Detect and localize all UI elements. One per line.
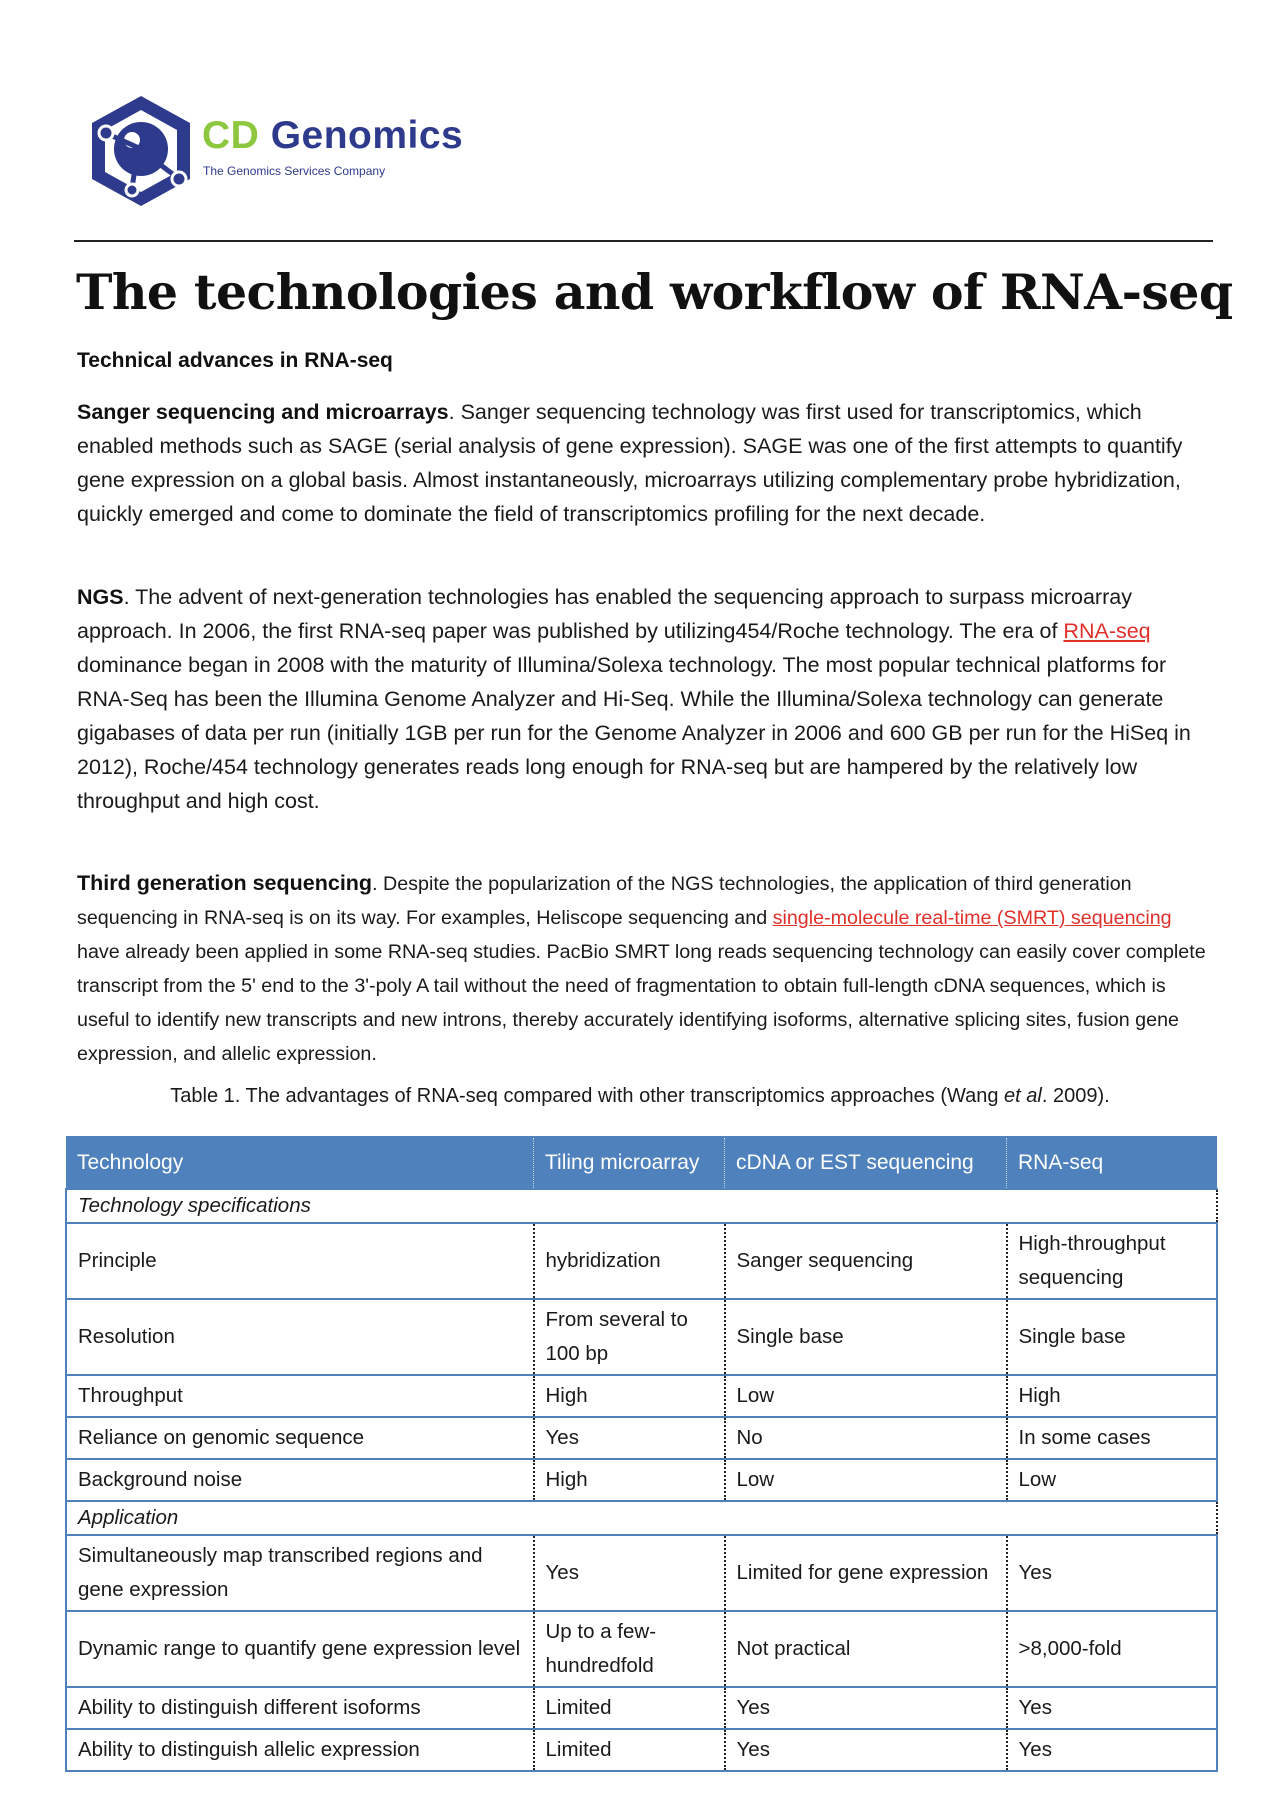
table-header-row — [66, 1137, 1217, 1189]
paragraph-text: dominance began in 2008 with the maturity of Illumina/Solexa technology. The most popular technical platforms for RNA-Seq has been the Illumina Genome Analyzer and Hi-Seq. While the Illumina/Solexa technology can generate gigabases of data per run (initially 1GB per run for the Genome Analyzer in 2006 and 600 GB per run for the HiSeq in 2012), Roche/454 technology generates reads long enough for RNA-seq but are hampered by the relatively low throughput and high cost. — [77, 653, 1191, 813]
column-header: RNA-seq — [1007, 1137, 1218, 1189]
table-cell: Low — [725, 1375, 1007, 1417]
category-label: Application — [66, 1501, 1217, 1535]
paragraph-text: have already been applied in some RNA-seq studies. PacBio SMRT long reads sequencing technology can easily cover complete transcript from the 5' end to the 3'-poly A tail without the need of fragmentation to obtain full-length cDNA sequences, which is useful to identify new transcripts and new introns, thereby accurately identifying isoforms, alternative splicing sites, fusion gene expression, and allelic expression. — [77, 941, 1206, 1065]
page-title: The technologies and workflow of RNA-seq — [76, 263, 1233, 321]
table-cell: Throughput — [66, 1375, 534, 1417]
column-header: Technology — [66, 1137, 534, 1189]
smrt-sequencing-link[interactable]: single-molecule real-time (SMRT) sequencing — [772, 907, 1172, 929]
table-cell: Background noise — [66, 1459, 534, 1501]
table-row — [66, 1459, 1217, 1501]
table-cell: High-throughput sequencing — [1007, 1223, 1218, 1299]
table-cell: Yes — [534, 1535, 725, 1611]
table-cell: Up to a few-hundredfold — [534, 1611, 725, 1687]
paragraph-lead: NGS — [77, 585, 124, 609]
paragraph-text: . Despite the popularization of the NGS technologies, the application of third generation sequencing in RNA-seq is on its way. For examples, Heliscope sequencing and — [77, 873, 1132, 929]
brand-tagline: The Genomics Services Company — [203, 164, 386, 178]
table-row — [66, 1687, 1217, 1729]
table-cell: Yes — [725, 1729, 1007, 1771]
table-row — [66, 1375, 1217, 1417]
table-cell: hybridization — [534, 1223, 725, 1299]
paragraph-sanger — [77, 395, 1217, 531]
table-category-row — [66, 1189, 1217, 1223]
table-cell: Limited — [534, 1729, 725, 1771]
table-cell: Low — [1007, 1459, 1218, 1501]
table-cell: Yes — [725, 1687, 1007, 1729]
table-cell: Sanger sequencing — [725, 1223, 1007, 1299]
paragraph-lead: Third generation sequencing — [77, 871, 373, 895]
column-header: cDNA or EST sequencing — [725, 1137, 1007, 1189]
table-cell: Single base — [1007, 1299, 1218, 1375]
paragraph-ngs — [77, 580, 1217, 818]
table-cell: Limited for gene expression — [725, 1535, 1007, 1611]
table-cell: Single base — [725, 1299, 1007, 1375]
table-cell: Ability to distinguish allelic expression — [66, 1729, 534, 1771]
table-cell: Yes — [1007, 1535, 1218, 1611]
table-cell: Dynamic range to quantify gene expression level — [66, 1611, 534, 1687]
table-cell: Yes — [534, 1417, 725, 1459]
category-label: Technology specifications — [66, 1189, 1217, 1223]
table-row — [66, 1417, 1217, 1459]
logo-hexagon-icon — [86, 92, 196, 210]
paragraph-text: . Sanger sequencing technology was first used for transcriptomics, which enabled methods such as SAGE (serial analysis of gene expression). SAGE was one of the first attempts to quantify gene expression on a global basis. Almost instantaneously, microarrays utilizing complementary probe hybridization, quickly emerged and come to dominate the field of transcriptomics profiling for the next decade. — [77, 400, 1183, 526]
table-cell: Limited — [534, 1687, 725, 1729]
table-cell: Resolution — [66, 1299, 534, 1375]
table-cell: From several to 100 bp — [534, 1299, 725, 1375]
table-cell: High — [1007, 1375, 1218, 1417]
table-caption: Table 1. The advantages of RNA-seq compared with other transcriptomics approaches (Wang et al. 2009). — [170, 1085, 1110, 1107]
table-cell: Yes — [1007, 1729, 1218, 1771]
table-cell: Simultaneously map transcribed regions and gene expression — [66, 1535, 534, 1611]
table-row — [66, 1299, 1217, 1375]
table-cell: >8,000-fold — [1007, 1611, 1218, 1687]
comparison-table — [65, 1136, 1218, 1772]
company-logo[interactable] — [86, 92, 526, 210]
table-row — [66, 1611, 1217, 1687]
table-cell: High — [534, 1459, 725, 1501]
table-cell: In some cases — [1007, 1417, 1218, 1459]
column-header: Tiling microarray — [534, 1137, 725, 1189]
table-cell: No — [725, 1417, 1007, 1459]
table-cell: Low — [725, 1459, 1007, 1501]
header-divider — [74, 240, 1213, 242]
table-row — [66, 1535, 1217, 1611]
paragraph-lead: Sanger sequencing and microarrays — [77, 400, 449, 424]
section-heading: Technical advances in RNA-seq — [77, 349, 393, 372]
paragraph-text: . The advent of next-generation technologies has enabled the sequencing approach to surpass microarray approach. In 2006, the first RNA-seq paper was published by utilizing454/Roche technology. The era of — [77, 585, 1132, 643]
paragraph-third-generation — [77, 866, 1217, 1071]
rna-seq-link[interactable]: RNA-seq — [1063, 619, 1151, 643]
table-cell: Yes — [1007, 1687, 1218, 1729]
table-cell: Not practical — [725, 1611, 1007, 1687]
table-row — [66, 1223, 1217, 1299]
table-category-row — [66, 1501, 1217, 1535]
table-cell: Ability to distinguish different isoforms — [66, 1687, 534, 1729]
table-row — [66, 1729, 1217, 1771]
table-cell: Principle — [66, 1223, 534, 1299]
table-cell: High — [534, 1375, 725, 1417]
table-cell: Reliance on genomic sequence — [66, 1417, 534, 1459]
brand-name: CD Genomics — [202, 114, 464, 157]
